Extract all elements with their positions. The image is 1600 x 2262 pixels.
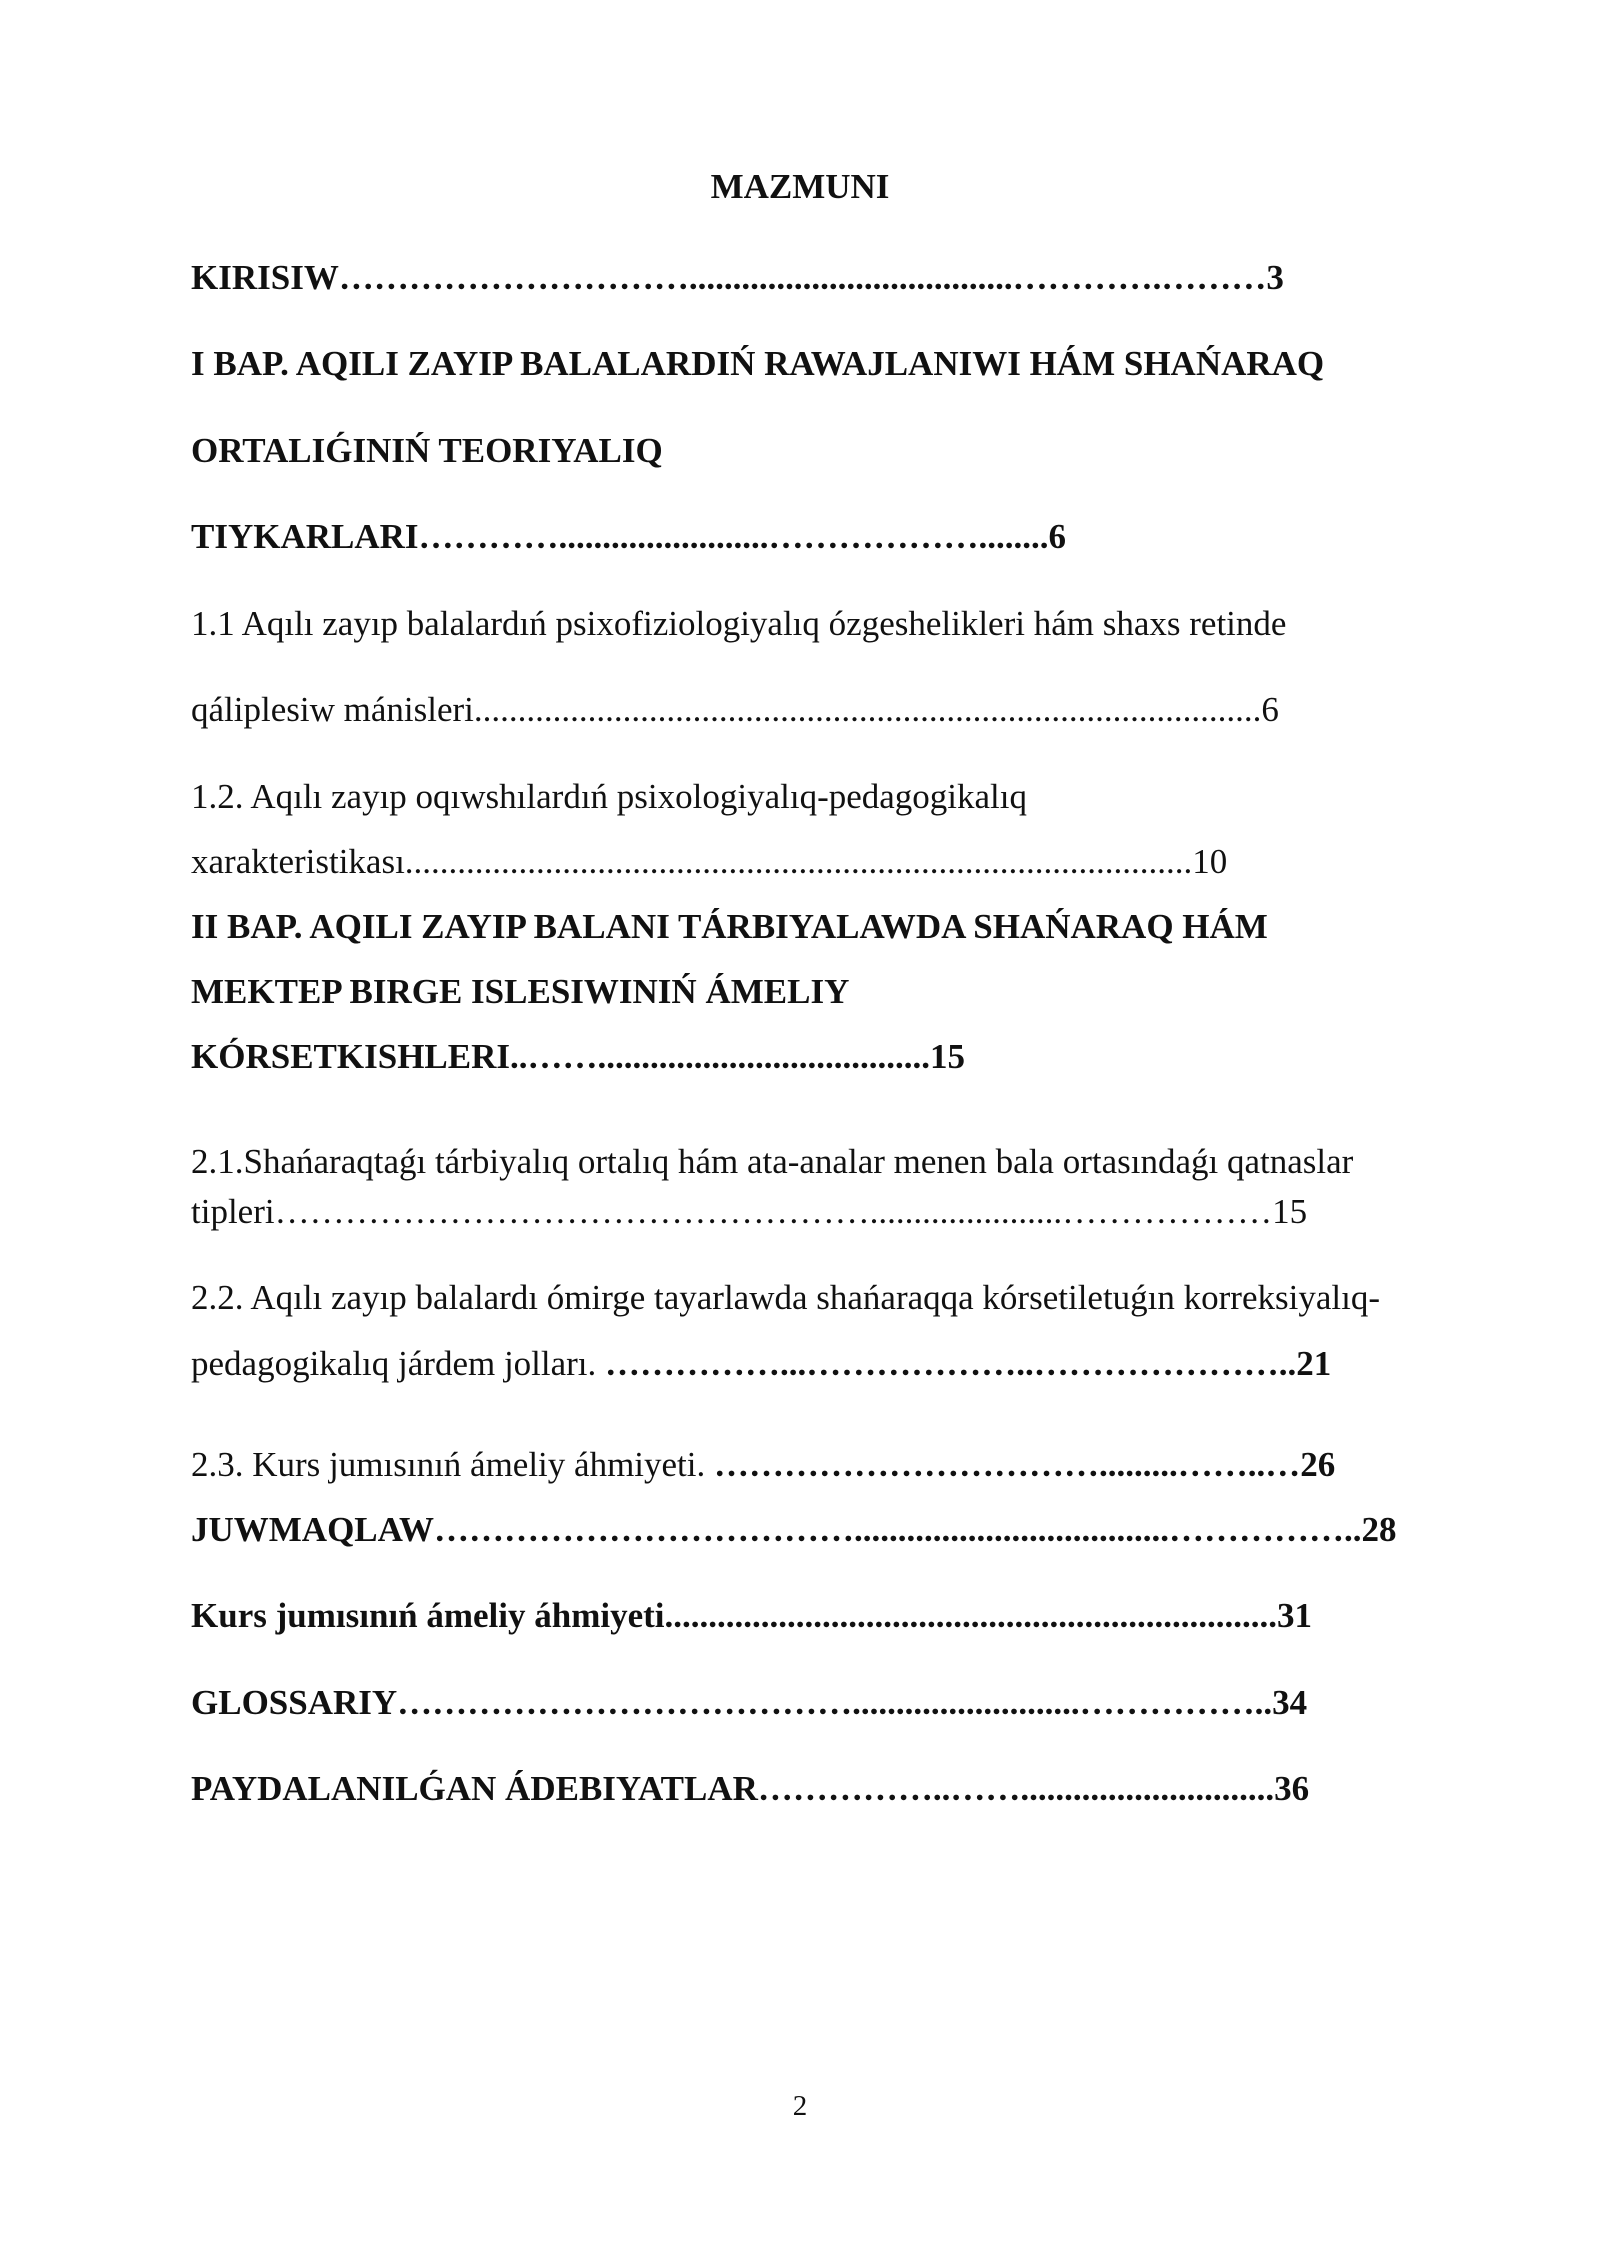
toc-entry-kurs-jumisi: Kurs jumısınıń ámeliy áhmiyeti......................................................................31 (191, 1596, 1312, 1635)
toc-section-2-3-leader: …………………………….........……..…26 (714, 1445, 1336, 1484)
toc-section-2-1-line-1: 2.1.Shańaraqtaǵı tárbiyalıq ortalıq hám ata-analar menen bala ortasındaǵı qatnaslar (191, 1142, 1354, 1181)
toc-entry-glossariy: GLOSSARIY…………………………………..........................……………..34 (191, 1683, 1308, 1722)
toc-section-2-2-line-1: 2.2. Aqılı zayıp balalardı ómirge tayarlawda shańaraqqa kórsetiletuǵın korreksiyalıq- (191, 1278, 1380, 1317)
toc-section-2-2-line-2 (191, 1342, 1331, 1386)
toc-chapter-2-line-3: KÓRSETKISHLERI..……......................................15 (191, 1037, 965, 1076)
toc-section-2-3 (191, 1443, 1335, 1487)
toc-title: MAZMUNI (710, 167, 890, 206)
toc-entry-juwmaqlaw: JUWMAQLAW………………………………....................................……………..28 (191, 1510, 1397, 1549)
toc-chapter-1-line-1: I BAP. AQILI ZAYIP BALALARDIŃ RAWAJLANIWI HÁM SHAŃARAQ (191, 344, 1325, 383)
toc-section-1-1-line-1: 1.1 Aqılı zayıp balalardıń psixofiziologiyalıq ózgeshelikleri hám shaxs retinde (191, 604, 1287, 643)
toc-chapter-2-line-2: MEKTEP BIRGE ISLESIWINIŃ ÁMELIY (191, 972, 850, 1011)
toc-entry-kirisiw: KIRISIW………………………….....................................………….………3 (191, 258, 1284, 297)
toc-section-1-2-line-2: xarakteristikası..........................................................................................10 (191, 842, 1228, 881)
toc-section-1-1-line-2: qáliplesiw mánisleri..........................................................................................6 (191, 690, 1279, 729)
toc-section-1-2-line-1: 1.2. Aqılı zayıp oqıwshılardıń psixologiyalıq-pedagogikalıq (191, 777, 1028, 816)
toc-chapter-1-line-3: TIYKARLARI…………........................………………........6 (191, 517, 1067, 556)
toc-entry-adebiyatlar: PAYDALANILǴAN ÁDEBIYATLAR……………..…….............................36 (191, 1769, 1310, 1808)
toc-section-2-2-label: pedagogikalıq járdem jolları. (191, 1344, 597, 1383)
toc-section-2-1-line-2: tipleri……………………………………………......................………………15 (191, 1192, 1308, 1231)
toc-chapter-2-line-1: II BAP. AQILI ZAYIP BALANI TÁRBIYALAWDA SHAŃARAQ HÁM (191, 907, 1268, 946)
toc-chapter-1-line-2: ORTALIǴINIŃ TEORIYALIQ (191, 431, 663, 470)
page-number: 2 (792, 2090, 808, 2122)
toc-section-2-2-leader: ……………...………………..…………………..21 (605, 1344, 1332, 1383)
toc-section-2-3-label: 2.3. Kurs jumısınıń ámeliy áhmiyeti. (191, 1445, 706, 1484)
